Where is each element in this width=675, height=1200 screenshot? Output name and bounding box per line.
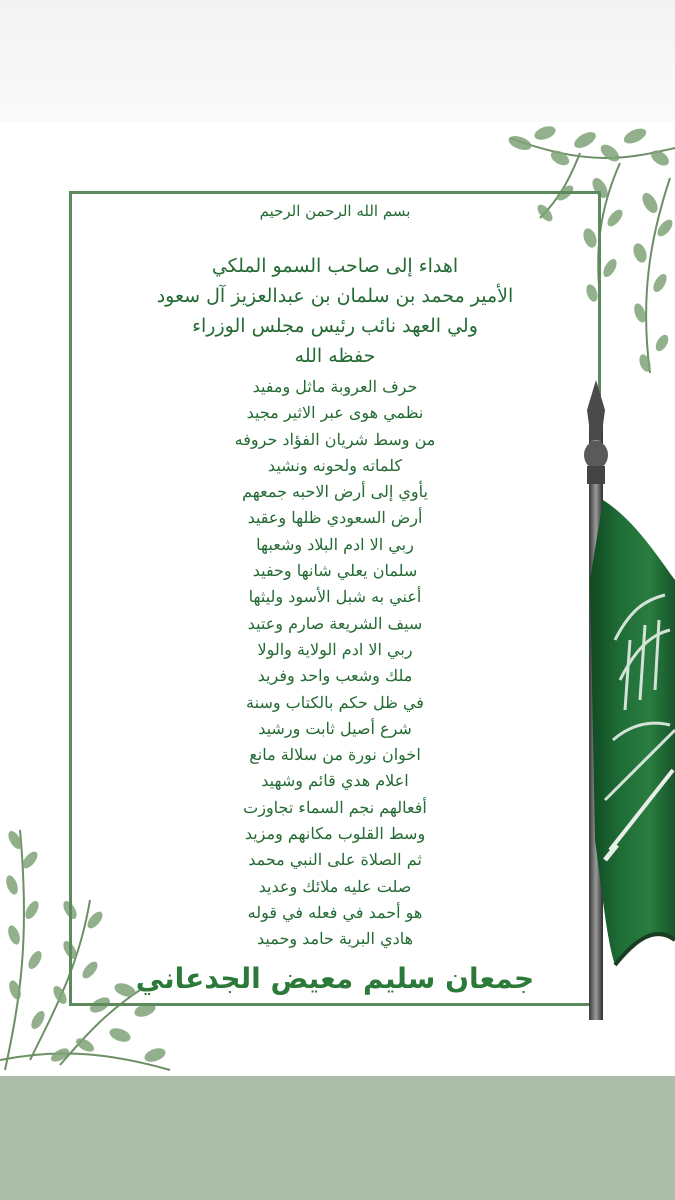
verse-line: صلت عليه ملائك وعديد	[258, 876, 412, 896]
verse-line: هو أحمد في فعله في قوله	[247, 902, 423, 922]
verse-line: ربي الا ادم الولاية والولا	[257, 639, 413, 659]
basmala: بسم الله الرحمن الرحيم	[259, 202, 411, 220]
verse-line: في ظل حكم بالكتاب وسنة	[246, 692, 424, 712]
verse-line: اخوان نورة من سلالة مانع	[249, 745, 421, 765]
verse-line: حرف العروبة ماثل ومفيد	[252, 377, 418, 396]
verse-line: أعني به شبل الأسود وليثها	[248, 587, 422, 607]
verse-line: شرع أصيل ثابت ورشيد	[258, 718, 412, 738]
verse-line: ربي الا ادم البلاد وشعبها	[256, 534, 414, 554]
verse-line: اعلام هدي قائم وشهيد	[261, 771, 409, 791]
verse-line: سيف الشريعة صارم وعتيد	[247, 613, 423, 633]
saudi-flag-icon	[535, 380, 675, 1020]
top-band	[0, 0, 675, 122]
verse-line: كلماته ولحونه ونشيد	[267, 455, 403, 475]
bottom-band	[0, 1076, 675, 1200]
dedication-line: الأمير محمد بن سلمان بن عبدالعزيز آل سعود	[156, 285, 514, 307]
verse-line: من وسط شريان الفؤاد حروفه	[234, 429, 436, 449]
dedication-line: حفظه الله	[294, 345, 376, 367]
verse-line: وسط القلوب مكانهم ومزيد	[244, 824, 426, 844]
verse-line: أرض السعودي ظلها وعقيد	[247, 508, 423, 528]
verse-line: ثم الصلاة على النبي محمد	[248, 850, 422, 870]
dedication-line: ولي العهد نائب رئيس مجلس الوزراء	[192, 315, 478, 337]
author-name: جمعان سليم معيض الجدعاني	[135, 962, 535, 995]
verse-line: يأوي إلى أرض الاحبه جمعهم	[242, 482, 428, 502]
poem-verses	[75, 374, 595, 953]
dedication	[75, 251, 595, 371]
verse-line: سلمان يعلي شانها وحفيد	[252, 561, 418, 581]
verse-line: نظمي هوى عبر الاثير مجيد	[246, 403, 424, 423]
verse-line: ملك وشعب واحد وفريد	[257, 666, 413, 686]
verse-line: أفعالهم نجم السماء تجاوزت	[243, 797, 427, 817]
dedication-line: اهداء إلى صاحب السمو الملكي	[211, 255, 459, 277]
verse-line: هادي البرية حامد وحميد	[256, 929, 414, 949]
